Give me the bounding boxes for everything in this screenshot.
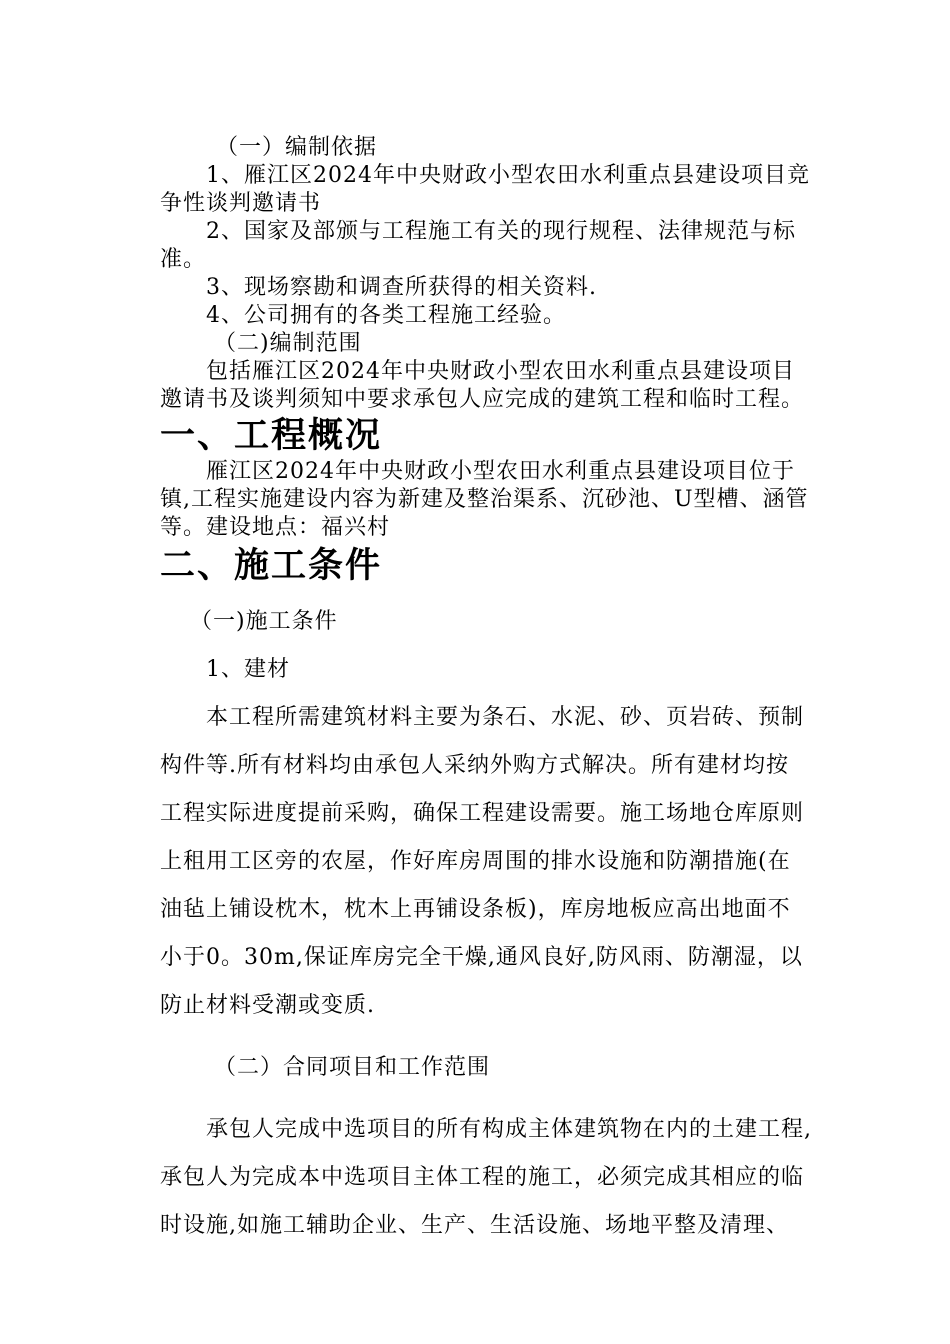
basis-heading: （一）编制依据 xyxy=(216,135,378,160)
overview-line-3: 等。建设地点：福兴村 xyxy=(160,515,391,540)
conditions-subheading: （一)施工条件 xyxy=(190,609,338,634)
scope-line-1: 包括雁江区2024年中央财政小型农田水利重点县建设项目 xyxy=(206,359,795,384)
overview-line-1: 雁江区2024年中央财政小型农田水利重点县建设项目位于 xyxy=(206,459,795,484)
materials-line-7: 防止材料受潮或变质. xyxy=(160,993,375,1018)
materials-line-6: 小于0。30m,保证库房完全干燥,通风良好,防风雨、防潮湿，以 xyxy=(160,945,803,970)
materials-line-1: 本工程所需建筑材料主要为条石、水泥、砂、页岩砖、预制 xyxy=(206,705,805,730)
materials-line-2: 构件等.所有材料均由承包人采纳外购方式解决。所有建材均按 xyxy=(160,753,789,778)
overview-line-2: 镇,工程实施建设内容为新建及整治渠系、沉砂池、U型槽、涵管 xyxy=(160,487,809,512)
materials-line-4: 上租用工区旁的农屋，作好库房周围的排水设施和防潮措施(在 xyxy=(160,849,791,874)
section-1-heading: 一、工程概况 xyxy=(160,416,383,456)
basis-item-3: 3、现场察勘和调查所获得的相关资料. xyxy=(206,275,597,300)
materials-line-3: 工程实际进度提前采购，确保工程建设需要。施工场地仓库原则 xyxy=(160,801,805,826)
scope-line-2: 邀请书及谈判须知中要求承包人应完成的建筑工程和临时工程。 xyxy=(160,387,805,412)
basis-item-1-line-1: 1、雁江区2024年中央财政小型农田水利重点县建设项目竞 xyxy=(206,163,810,188)
contract-line-3: 时设施,如施工辅助企业、生产、生活设施、场地平整及清理、 xyxy=(160,1213,789,1238)
basis-item-4: 4、公司拥有的各类工程施工经验。 xyxy=(206,303,566,328)
contract-line-2: 承包人为完成本中选项目主体工程的施工，必须完成其相应的临 xyxy=(160,1165,805,1190)
materials-line-5: 油毡上铺设枕木，枕木上再铺设条板)，库房地板应高出地面不 xyxy=(160,897,791,922)
document-page xyxy=(160,134,840,1250)
section-2-heading: 二、施工条件 xyxy=(160,546,383,586)
scope-heading: （二)编制范围 xyxy=(214,331,362,356)
contract-line-1: 承包人完成中选项目的所有构成主体建筑物在内的土建工程, xyxy=(206,1117,812,1142)
contract-subheading: （二）合同项目和工作范围 xyxy=(214,1055,491,1080)
basis-item-2-line-1: 2、国家及部颁与工程施工有关的现行规程、法律规范与标 xyxy=(206,219,796,244)
basis-item-2-line-2: 准。 xyxy=(160,247,207,272)
contract-paragraph xyxy=(160,1106,840,1250)
basis-item-1-line-2: 争性谈判邀请书 xyxy=(160,191,322,216)
materials-heading: 1、建材 xyxy=(206,657,290,682)
materials-paragraph xyxy=(160,694,840,1030)
